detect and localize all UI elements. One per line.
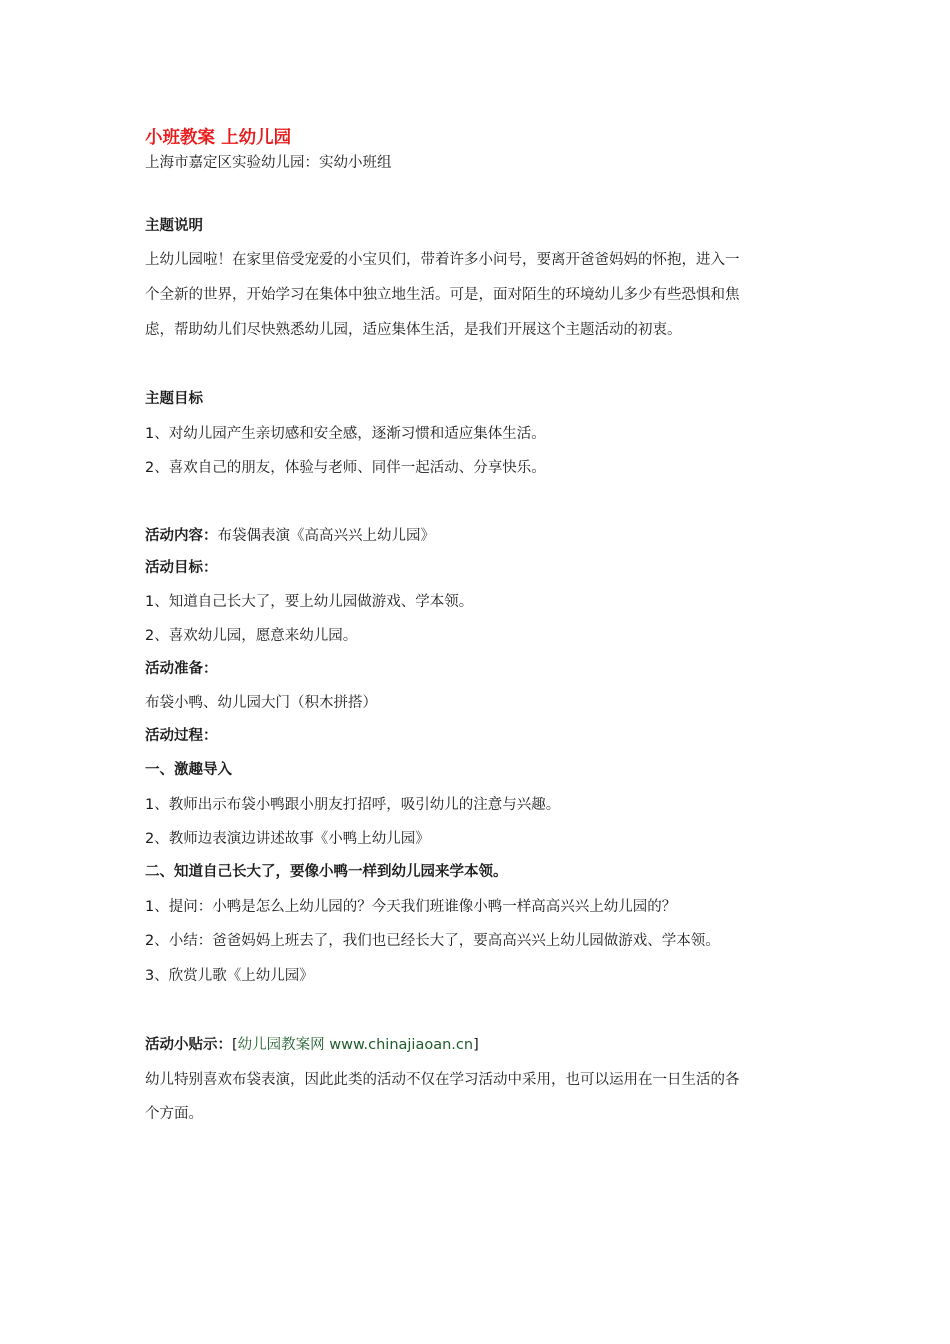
tips-label: 活动小贴示： bbox=[145, 1037, 232, 1053]
activity-goal-item: 1、知道自己长大了，要上幼儿园做游戏、学本领。 bbox=[145, 594, 474, 610]
theme-goal-item: 2、喜欢自己的朋友，体验与老师、同伴一起活动、分享快乐。 bbox=[145, 460, 546, 476]
activity-content-value: 布袋偶表演《高高兴兴上幼儿园》 bbox=[217, 528, 435, 544]
tips-line: 幼儿特别喜欢布袋表演，因此此类的活动不仅在学习活动中采用，也可以运用在一日生活的各 bbox=[145, 1072, 740, 1088]
theme-description-line: 虑，帮助幼儿们尽快熟悉幼儿园，适应集体生活，是我们开展这个主题活动的初衷。 bbox=[145, 322, 682, 338]
process-part2-item: 3、欣赏儿歌《上幼儿园》 bbox=[145, 968, 314, 984]
process-part1-item: 1、教师出示布袋小鸭跟小朋友打招呼，吸引幼儿的注意与兴趣。 bbox=[145, 797, 561, 813]
activity-process-heading: 活动过程： bbox=[145, 728, 218, 744]
theme-goal-item: 1、对幼儿园产生亲切感和安全感，逐渐习惯和适应集体生活。 bbox=[145, 426, 546, 442]
activity-content bbox=[145, 526, 435, 546]
tips-bracket-open: [ bbox=[232, 1037, 238, 1053]
theme-description-line: 上幼儿园啦！在家里倍受宠爱的小宝贝们，带着许多小问号，要离开爸爸妈妈的怀抱，进入一 bbox=[145, 252, 740, 268]
tips-heading bbox=[145, 1035, 479, 1055]
tips-bracket-close: ] bbox=[473, 1037, 479, 1053]
tips-line: 个方面。 bbox=[145, 1106, 203, 1122]
process-part2-heading: 二、知道自己长大了，要像小鸭一样到幼儿园来学本领。 bbox=[145, 864, 508, 880]
activity-goals-heading: 活动目标： bbox=[145, 560, 218, 576]
process-part2-item: 2、小结：爸爸妈妈上班去了，我们也已经长大了，要高高兴兴上幼儿园做游戏、学本领。 bbox=[145, 933, 720, 949]
website-link[interactable]: 幼儿园教案网 www.chinajiaoan.cn bbox=[237, 1037, 474, 1053]
theme-goals-heading: 主题目标 bbox=[145, 391, 203, 407]
activity-content-label: 活动内容： bbox=[145, 528, 218, 544]
process-part2-item: 1、提问：小鸭是怎么上幼儿园的？今天我们班谁像小鸭一样高高兴兴上幼儿园的？ bbox=[145, 899, 677, 915]
document-subtitle: 上海市嘉定区实验幼儿园：实幼小班组 bbox=[145, 155, 392, 171]
activity-goal-item: 2、喜欢幼儿园，愿意来幼儿园。 bbox=[145, 628, 358, 644]
process-part1-heading: 一、激趣导入 bbox=[145, 762, 232, 778]
document-title: 小班教案 上幼儿园 bbox=[145, 128, 292, 148]
activity-prep-heading: 活动准备： bbox=[145, 661, 218, 677]
theme-description-heading: 主题说明 bbox=[145, 218, 203, 234]
theme-description-line: 个全新的世界，开始学习在集体中独立地生活。可是，面对陌生的环境幼儿多少有些恐惧和焦 bbox=[145, 287, 740, 303]
process-part1-item: 2、教师边表演边讲述故事《小鸭上幼儿园》 bbox=[145, 831, 430, 847]
activity-prep-value: 布袋小鸭、幼儿园大门（积木拼搭） bbox=[145, 695, 377, 711]
